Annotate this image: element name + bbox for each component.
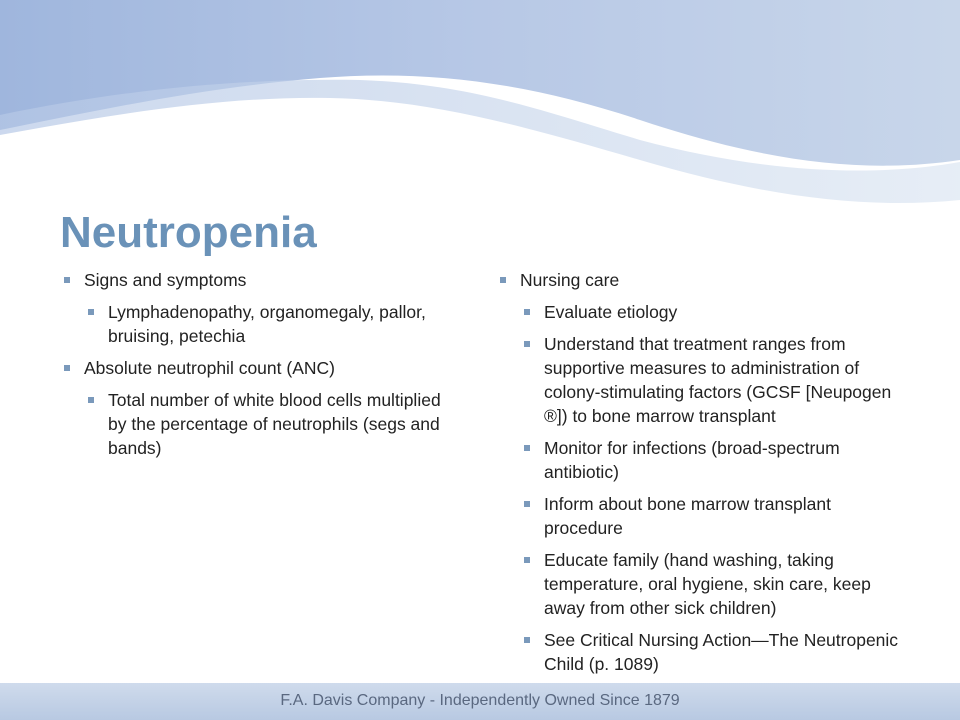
footer-text: F.A. Davis Company - Independently Owned Since 1879 (280, 692, 680, 709)
list-item (498, 268, 908, 292)
bullet-icon (524, 309, 530, 315)
list-item-text: Nursing care (520, 270, 620, 290)
list-item (522, 628, 908, 676)
list-item (522, 332, 908, 428)
list-item (522, 492, 908, 540)
list-item-text: Total number of white blood cells multiplied by the percentage of neutrophils (segs and bands) (108, 390, 441, 458)
left-column (62, 268, 442, 468)
list-item-text: Inform about bone marrow transplant procedure (544, 494, 831, 538)
bullet-icon (524, 637, 530, 643)
right-column (498, 268, 908, 684)
list-item-text: Understand that treatment ranges from supportive measures to administration of colony-stimulating factors (GCSF [Neupogen ®]) to bone marrow transplant (544, 334, 892, 426)
bullet-icon (64, 277, 70, 283)
bullet-icon (500, 277, 506, 283)
bullet-icon (88, 397, 94, 403)
bullet-icon (524, 501, 530, 507)
slide-title: Neutropenia (60, 208, 317, 257)
list-item (62, 356, 442, 380)
list-item-text: Educate family (hand washing, taking temperature, oral hygiene, skin care, keep away from other sick children) (544, 550, 871, 618)
list-item-text: Signs and symptoms (84, 270, 247, 290)
list-item (522, 548, 908, 620)
bullet-icon (524, 341, 530, 347)
list-item-text: Absolute neutrophil count (ANC) (84, 358, 335, 378)
list-item (522, 300, 908, 324)
list-item-text: See Critical Nursing Action—The Neutropenic Child (p. 1089) (544, 630, 899, 674)
list-item-text: Evaluate etiology (544, 302, 678, 322)
bullet-icon (524, 445, 530, 451)
bullet-icon (64, 365, 70, 371)
list-item (522, 436, 908, 484)
list-item (86, 300, 442, 348)
bullet-icon (88, 309, 94, 315)
list-item-text: Lymphadenopathy, organomegaly, pallor, bruising, petechia (108, 302, 426, 346)
list-item-text: Monitor for infections (broad-spectrum antibiotic) (544, 438, 840, 482)
bullet-icon (524, 557, 530, 563)
list-item (86, 388, 442, 460)
list-item (62, 268, 442, 292)
